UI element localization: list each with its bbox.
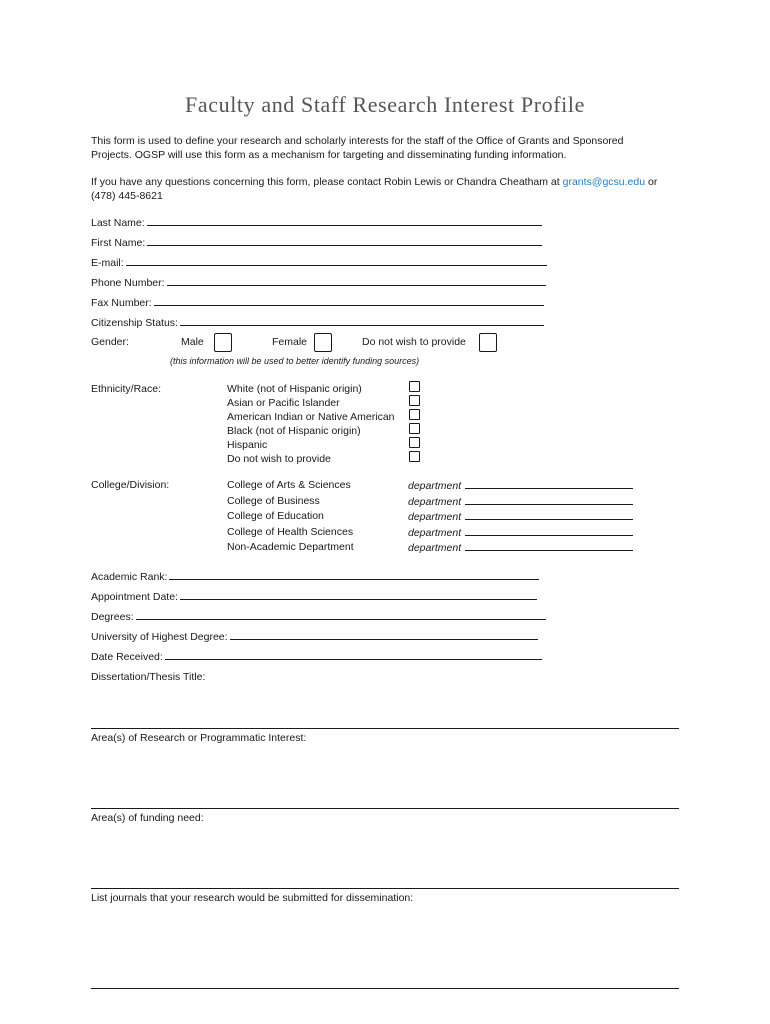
appointment-field[interactable] — [180, 589, 537, 600]
college-option: College of Business — [227, 494, 320, 507]
ethnicity-options — [227, 382, 395, 466]
phone-field[interactable] — [167, 275, 546, 286]
department-label: department — [408, 511, 462, 524]
ethnicity-option: American Indian or Native American — [227, 411, 395, 423]
first-name-row — [91, 235, 542, 250]
college-option: College of Arts & Sciences — [227, 479, 351, 491]
ethnicity-option: White (not of Hispanic origin) — [227, 383, 362, 395]
last-name-row — [91, 215, 542, 230]
citizenship-label: Citizenship Status: — [91, 317, 178, 329]
contact-or: or — [645, 176, 658, 188]
ethnicity-checkbox-no-provide[interactable] — [409, 451, 420, 462]
gender-no-provide-checkbox[interactable] — [479, 333, 497, 352]
rank-row — [91, 569, 539, 584]
research-interest-field[interactable] — [91, 808, 679, 809]
intro-line-1: This form is used to define your research and scholarly interests for the staff of the Office of Grants and Sponsored — [91, 135, 624, 147]
university-row — [91, 629, 538, 644]
degrees-field[interactable] — [136, 609, 546, 620]
date-received-row — [91, 649, 542, 664]
ethnicity-option: Hispanic — [227, 439, 268, 451]
department-label: department — [408, 495, 462, 508]
email-row — [91, 255, 547, 270]
fax-label: Fax Number: — [91, 297, 152, 309]
contact-text: If you have any questions concerning this form, please contact Robin Lewis or Chandra Cheatham at — [91, 176, 563, 188]
degrees-label: Degrees: — [91, 611, 134, 623]
department-field[interactable] — [465, 509, 633, 520]
gender-no-provide-label: Do not wish to provide — [362, 336, 466, 348]
gender-note: (this information will be used to better identify funding sources) — [170, 356, 420, 366]
college-label: College/Division: — [91, 479, 170, 491]
college-options — [227, 478, 354, 556]
department-label: department — [408, 542, 462, 555]
department-row — [408, 525, 633, 541]
email-label: E-mail: — [91, 257, 124, 269]
research-interest-label: Area(s) of Research or Programmatic Interest: — [91, 732, 307, 744]
ethnicity-option: Asian or Pacific Islander — [227, 397, 340, 409]
university-label: University of Highest Degree: — [91, 631, 228, 643]
ethnicity-checkbox-asian[interactable] — [409, 395, 420, 406]
page-title: Faculty and Staff Research Interest Profile — [185, 92, 585, 117]
degrees-row — [91, 609, 546, 624]
citizenship-row — [91, 315, 544, 330]
date-received-field[interactable] — [165, 649, 542, 660]
department-field[interactable] — [465, 494, 633, 505]
ethnicity-checkbox-native-american[interactable] — [409, 409, 420, 420]
citizenship-field[interactable] — [180, 315, 544, 326]
first-name-label: First Name: — [91, 237, 146, 249]
department-field[interactable] — [465, 540, 633, 551]
phone-row — [91, 275, 546, 290]
dissertation-field[interactable] — [91, 728, 679, 729]
email-field[interactable] — [126, 255, 547, 266]
department-row — [408, 494, 633, 510]
appointment-row — [91, 589, 537, 604]
funding-need-field[interactable] — [91, 888, 679, 889]
department-row — [408, 509, 633, 525]
appointment-label: Appointment Date: — [91, 591, 178, 603]
rank-field[interactable] — [169, 569, 539, 580]
ethnicity-checkbox-black[interactable] — [409, 423, 420, 434]
date-received-label: Date Received: — [91, 651, 163, 663]
ethnicity-option: Do not wish to provide — [227, 453, 331, 465]
journals-label: List journals that your research would be submitted for dissemination: — [91, 892, 414, 904]
college-option: College of Education — [227, 510, 324, 523]
department-row — [408, 540, 633, 556]
department-field[interactable] — [465, 478, 633, 489]
dissertation-label: Dissertation/Thesis Title: — [91, 671, 206, 683]
ethnicity-label: Ethnicity/Race: — [91, 383, 162, 395]
rank-label: Academic Rank: — [91, 571, 168, 583]
ethnicity-option: Black (not of Hispanic origin) — [227, 425, 361, 437]
phone-label: Phone Number: — [91, 277, 165, 289]
college-option: Non-Academic Department — [227, 541, 354, 554]
intro-paragraph — [91, 134, 691, 162]
journals-field[interactable] — [91, 988, 679, 989]
fax-field[interactable] — [154, 295, 544, 306]
contact-paragraph — [91, 175, 711, 203]
intro-line-2: Projects. OGSP will use this form as a mechanism for targeting and disseminating funding information. — [91, 149, 567, 161]
department-label: department — [408, 480, 462, 492]
first-name-field[interactable] — [147, 235, 542, 246]
gender-male-checkbox[interactable] — [214, 333, 232, 352]
funding-need-label: Area(s) of funding need: — [91, 812, 204, 824]
department-fields — [408, 478, 633, 556]
ethnicity-checkbox-hispanic[interactable] — [409, 437, 420, 448]
fax-row — [91, 295, 544, 310]
department-field[interactable] — [465, 525, 633, 536]
gender-female-label: Female — [272, 336, 308, 348]
university-field[interactable] — [230, 629, 538, 640]
contact-email-link[interactable]: grants@gcsu.edu — [562, 176, 646, 188]
department-row — [408, 478, 633, 494]
contact-phone: (478) 445-8621 — [91, 190, 163, 202]
gender-label: Gender: — [91, 336, 129, 348]
department-label: department — [408, 526, 462, 539]
last-name-label: Last Name: — [91, 217, 145, 229]
last-name-field[interactable] — [147, 215, 542, 226]
gender-male-label: Male — [181, 336, 204, 348]
college-option: College of Health Sciences — [227, 525, 354, 538]
gender-female-checkbox[interactable] — [314, 333, 332, 352]
ethnicity-checkbox-white[interactable] — [409, 381, 420, 392]
